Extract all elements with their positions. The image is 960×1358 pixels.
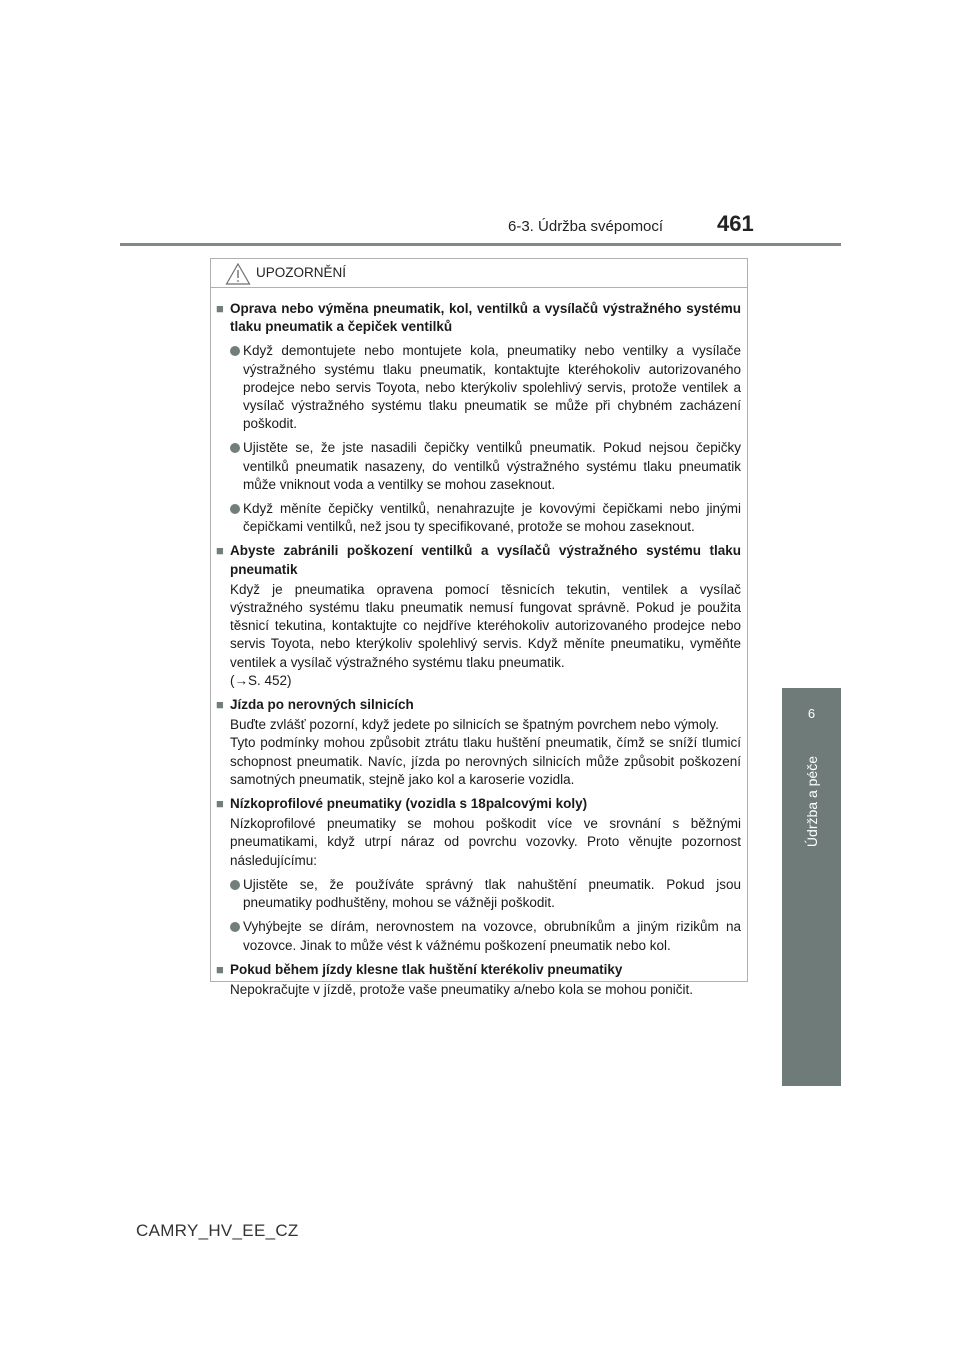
warning-title: UPOZORNĚNÍ [256,265,347,280]
circle-bullet-icon [230,443,240,453]
section-heading: ■ Abyste zabránili poškození ventilků a vysílačů výstražného systému tlaku pneumatik [216,542,741,578]
list-item: Když demontujete nebo montujete kola, pneumatiky nebo ventilky a vysílače výstražného systému tlaku pneumatik, kontaktujte kteréhokoliv autorizovaného prodejce nebo servis Toyota, nebo kterýkoliv spolehlivý servis, protože ventilek a vysílač výstražného systému tlaku pneumatik se může při chybném zacházení poškodit. [230,342,741,433]
list-item: Ujistěte se, že jste nasadili čepičky ventilků pneumatik. Pokud nejsou čepičky ventilků pneumatik nasazeny, do ventilků výstražného systému tlaku pneumatik může vniknout voda a ventilky se mohou zaseknout. [230,439,741,494]
warning-section-rough-roads [216,696,741,789]
list-item: Vyhýbejte se dírám, nerovnostem na vozovce, obrubníkům a jiným rizikům na vozovce. Jinak to může vést k vážnému poškození pneumatik nebo kol. [230,918,741,954]
warning-section-valves-repair [216,300,741,536]
section-paragraph: Buďte zvlášť pozorní, když jedete po silnicích se špatným povrchem nebo výmoly. Tyto podmínky mohou způsobit ztrátu tlaku huštění pneumatik, čímž se sníží tlumicí schopnost pneumatik. Navíc, jízda po nerovných silnicích může způsobit poškození samotných pneumatik, stejně jako kol a karoserie vozidla. [230,717,741,787]
list-item: Když měníte čepičky ventilků, nenahrazujte je kovovými čepičkami nebo jinými čepičkami ventilků, než jsou ty specifikované, protože se mohou zaseknout. [230,500,741,536]
circle-bullet-icon [230,880,240,890]
circle-bullet-icon [230,346,240,356]
section-heading: ■ Pokud během jízdy klesne tlak huštění kterékoliv pneumatiky [216,961,741,979]
model-code: CAMRY_HV_EE_CZ [136,1221,299,1240]
warning-section-prevent-damage [216,542,741,690]
section-paragraph: Když je pneumatika opravena pomocí těsnicích tekutin, ventilek a vysílač výstražného systému tlaku pneumatik nemusí fungovat správně. Pokud je použita těsnicí tekutina, kontaktujte co nejdříve kteréhokoliv autorizovaného prodejce nebo servis Toyota, nebo kterýkoliv spolehlivý servis. Když měníte pneumatiku, vyměňte ventilek a vysílač výstražného systému tlaku pneumatik. (→S. 452) [230,581,741,690]
section-heading: ■ Jízda po nerovných silnicích [216,696,741,714]
square-bullet-icon: ■ [216,543,224,559]
chapter-tab [782,688,841,746]
warning-section-pressure-drop [216,961,741,999]
warning-section-low-profile-tires [216,795,741,955]
circle-bullet-icon [230,504,240,514]
header-section-title: 6-3. Údržba svépomocí [508,218,664,235]
header-rule [120,243,841,246]
chapter-title: Údržba a péče [803,756,820,848]
page-number: 461 [717,211,754,236]
square-bullet-icon: ■ [216,961,224,977]
section-heading: ■ Oprava nebo výměna pneumatik, kol, ventilků a vysílačů výstražného systému tlaku pneumatik a čepiček ventilků [216,300,741,336]
warning-box [210,258,748,997]
section-heading: ■ Nízkoprofilové pneumatiky (vozidla s 18palcovými koly) [216,795,741,813]
square-bullet-icon: ■ [216,796,224,812]
warning-triangle-icon [225,262,251,286]
warning-header [211,259,747,288]
chapter-number: 6 [807,706,816,721]
warning-content [216,300,741,1005]
chapter-side-bar [782,746,841,1086]
list-item: Ujistěte se, že používáte správný tlak nahuštění pneumatik. Pokud jsou pneumatiky podhuštěny, mohou se vážněji poškodit. [230,876,741,912]
square-bullet-icon: ■ [216,697,224,713]
circle-bullet-icon [230,922,240,932]
section-paragraph: Nepokračujte v jízdě, protože vaše pneumatiky a/nebo kola se mohou poničit. [230,981,694,997]
section-paragraph: Nízkoprofilové pneumatiky se mohou poškodit více ve srovnání s běžnými pneumatikami, když utrpí náraz od povrchu vozovky. Proto věnujte pozornost následujícímu: [230,816,741,868]
square-bullet-icon: ■ [216,301,224,316]
page-reference: (→S. 452) [230,672,292,688]
